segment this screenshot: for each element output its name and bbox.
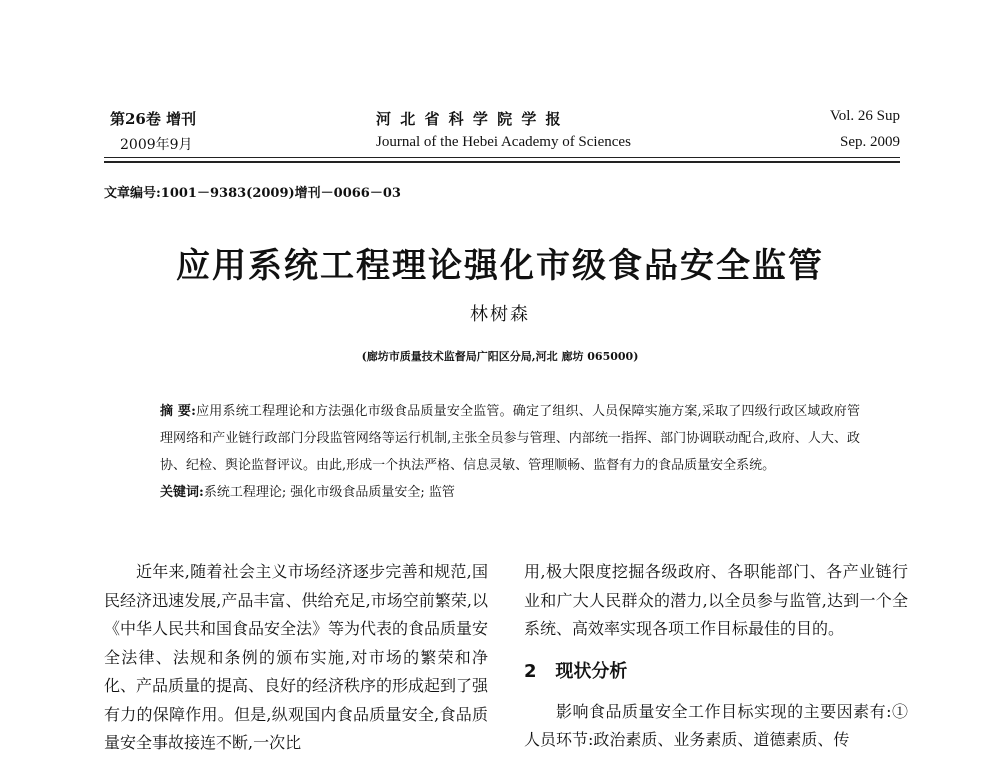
paper-title: 应用系统工程理论强化市级食品安全监管 [176,246,824,286]
header-rule-thin [104,157,900,158]
article-number: 文章编号:1001－9383(2009)增刊－0066－03 [104,186,401,201]
abstract-block [160,398,860,506]
journal-name-en: Journal of the Hebei Academy of Sciences [376,134,631,150]
date-label-cn: 2009年9月 [120,137,193,153]
abstract-label: 摘 要: [160,404,196,419]
volume-label-en: Vol. 26 Sup [829,108,900,124]
header-rule-thick [104,161,900,163]
body-column-right [524,558,908,755]
abstract-text: 应用系统工程理论和方法强化市级食品质量安全监管。确定了组织、人员保障实施方案,采取了四级行政区域政府管理网络和产业链行政部门分段监管网络等运行机制,主张全员参与管理、内部统一指挥、部门协调联动配合,政府、人大、政协、纪检、舆论监督评议。由此,形成一个执法严格、信息灵敏、管理顺畅、监督有力的食品质量安全系统。 [160,404,861,473]
continued-paragraph: 用,极大限度挖掘各级政府、各职能部门、各产业链行业和广大人民群众的潜力,以全员参与监管,达到一个全系统、高效率实现各项工作目标最佳的目的。 [524,562,908,638]
volume-label-cn: 第26卷 增刊 [110,110,197,128]
intro-paragraph: 近年来,随着社会主义市场经济逐步完善和规范,国民经济迅速发展,产品丰富、供给充足,市场空前繁荣,以《中华人民共和国食品安全法》等为代表的食品质量安全法律、法规和条例的颁布实施,对市场的繁荣和净化、产品质量的提高、良好的经济秩序的形成起到了强有力的保障作用。但是,纵观国内食品质量安全,食品质量安全事故接连不断,一次比 [104,562,489,752]
keywords [160,479,860,506]
date-label-en: Sep. 2009 [840,134,900,150]
section-heading [524,658,908,686]
body-column-left [104,558,488,758]
journal-name-cn: 河 北 省 科 学 院 学 报 [376,110,563,128]
analysis-paragraph: 影响食品质量安全工作目标实现的主要因素有:①人员环节:政治素质、业务素质、道德素质、传 [524,701,908,749]
author-affiliation: (廊坊市质量技术监督局广阳区分局,河北 廊坊 065000) [361,350,639,363]
section-title: 现状分析 [555,660,628,682]
keywords-label: 关键词: [160,485,204,500]
abstract [160,398,860,479]
section-number: 2 [524,660,537,682]
keywords-text: 系统工程理论; 强化市级食品质量安全; 监管 [203,485,455,500]
author-name: 林树森 [470,304,530,325]
